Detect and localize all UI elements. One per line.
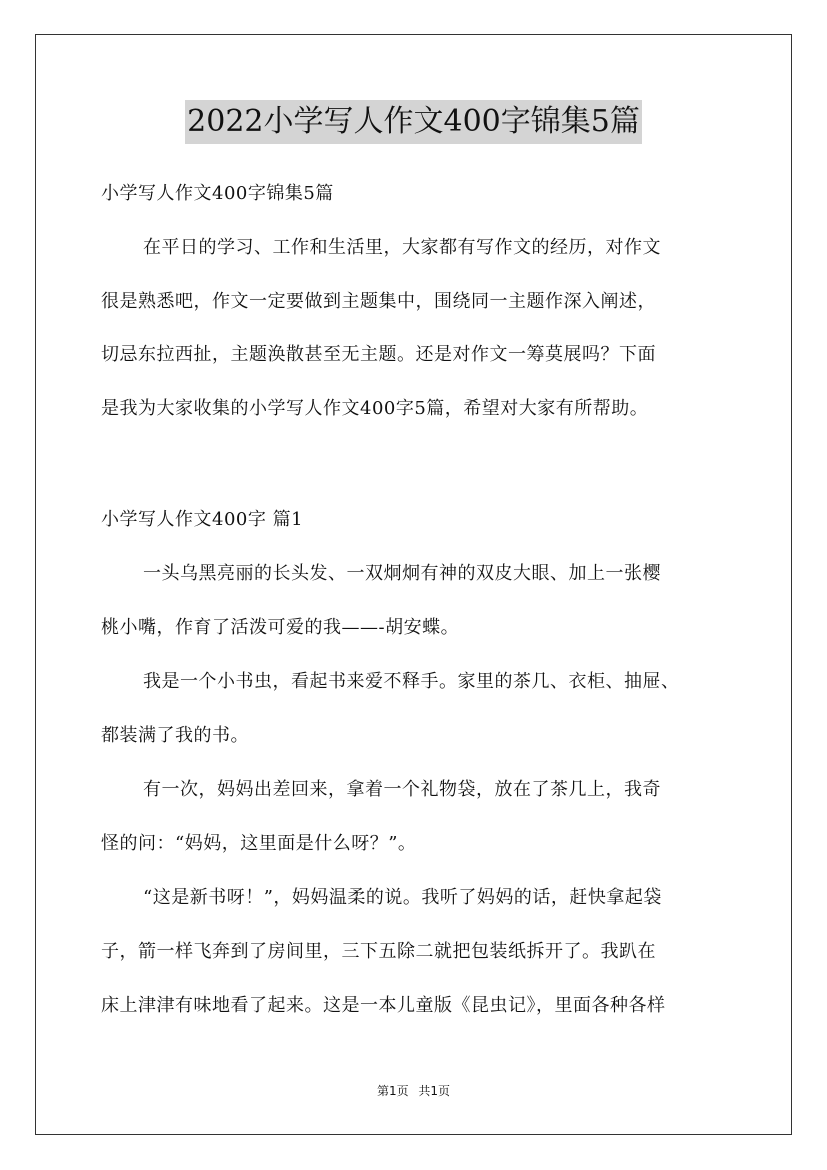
body-line-8: 子，箭一样飞奔到了房间里，三下五除二就把包装纸拆开了。我趴在 (101, 941, 656, 962)
body-line-2: 桃小嘴，作育了活泼可爱的我——-胡安蝶。 (101, 617, 460, 638)
body-line-6: 怪的问：“妈妈，这里面是什么呀？”。 (101, 833, 417, 854)
intro-line-3: 切忌东拉西扯，主题涣散甚至无主题。还是对作文一筹莫展吗？下面 (101, 344, 656, 365)
body-line-4: 都装满了我的书。 (101, 725, 249, 746)
intro-line-1: 在平日的学习、工作和生活里，大家都有写作文的经历，对作文 (143, 237, 661, 258)
title-container (0, 100, 827, 144)
section-heading: 小学写人作文400字 篇1 (101, 509, 304, 530)
body-line-1: 一头乌黑亮丽的长头发、一双炯炯有神的双皮大眼、加上一张樱 (143, 563, 661, 584)
page-footer (0, 1082, 827, 1099)
body-line-5: 有一次，妈妈出差回来，拿着一个礼物袋，放在了茶几上，我奇 (143, 779, 661, 800)
document-title: 2022小学写人作文400字锦集5篇 (185, 100, 642, 144)
intro-line-2: 很是熟悉吧，作文一定要做到主题集中，围绕同一主题作深入阐述， (101, 291, 656, 312)
page-number: 第1页 (376, 1084, 409, 1098)
body-line-9: 床上津津有味地看了起来。这是一本儿童版《昆虫记》，里面各种各样 (101, 995, 666, 1016)
page-total: 共1页 (418, 1084, 451, 1098)
body-line-3: 我是一个小书虫，看起书来爱不释手。家里的茶几、衣柜、抽屉、 (143, 671, 680, 692)
intro-line-4: 是我为大家收集的小学写人作文400字5篇，希望对大家有所帮助。 (101, 398, 649, 419)
body-line-7: “这是新书呀！”，妈妈温柔的说。我听了妈妈的话，赶快拿起袋 (143, 887, 662, 908)
subtitle: 小学写人作文400字锦集5篇 (101, 183, 334, 204)
